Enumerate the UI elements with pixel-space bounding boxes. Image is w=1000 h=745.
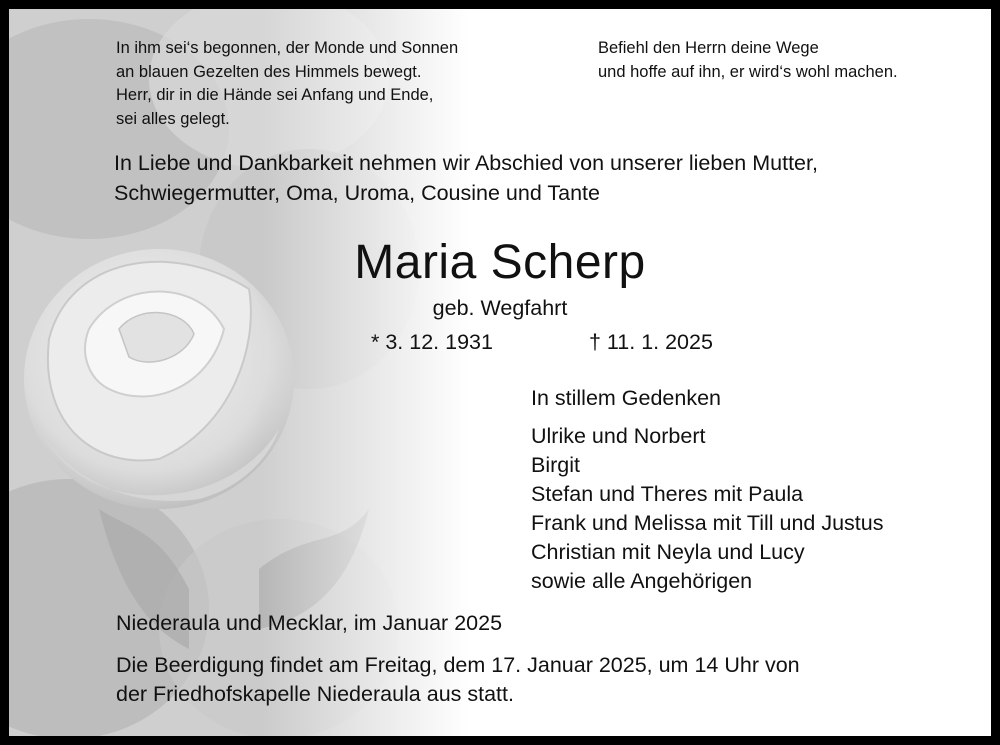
mourner-name: Birgit: [531, 453, 580, 477]
intro-line: In Liebe und Dankbarkeit nehmen wir Abschied von unserer lieben Mutter,: [114, 151, 818, 175]
funeral-line: der Friedhofskapelle Niederaula aus statt.: [116, 682, 514, 706]
mourner-name: Christian mit Neyla und Lucy: [531, 540, 805, 564]
mourners-list: [531, 422, 884, 596]
maiden-name: geb. Wegfahrt: [432, 296, 568, 320]
mourner-name: Frank und Melissa mit Till und Justus: [531, 511, 884, 535]
funeral-info: [116, 651, 800, 709]
intro-line: Schwiegermutter, Oma, Uroma, Cousine und Tante: [114, 181, 600, 205]
death-date: † 11. 1. 2025: [589, 330, 713, 354]
mourner-name: Ulrike und Norbert: [531, 424, 706, 448]
place-date: Niederaula und Mecklar, im Januar 2025: [116, 611, 503, 635]
verse-left-line: Herr, dir in die Hände sei Anfang und Ende,: [116, 86, 434, 104]
deceased-name: Maria Scherp: [354, 236, 646, 289]
mourner-name: sowie alle Angehörigen: [531, 569, 753, 593]
mourner-name: Stefan und Theres mit Paula: [531, 482, 804, 506]
verse-left-line: sei alles gelegt.: [116, 109, 230, 128]
verse-right-line: und hoffe auf ihn, er wird‘s wohl machen.: [598, 62, 898, 81]
birth-date: * 3. 12. 1931: [371, 330, 493, 354]
verse-left: [116, 37, 458, 131]
intro-text: [114, 148, 818, 208]
verse-left-line: an blauen Gezelten des Himmels bewegt.: [116, 62, 422, 81]
funeral-line: Die Beerdigung findet am Freitag, dem 17. Januar 2025, um 14 Uhr von: [116, 653, 800, 677]
verse-right-line: Befiehl den Herrn deine Wege: [598, 39, 819, 57]
mourners-heading: In stillem Gedenken: [531, 386, 722, 410]
verse-right: [598, 37, 898, 84]
verse-left-line: In ihm sei‘s begonnen, der Monde und Sonnen: [116, 39, 459, 57]
